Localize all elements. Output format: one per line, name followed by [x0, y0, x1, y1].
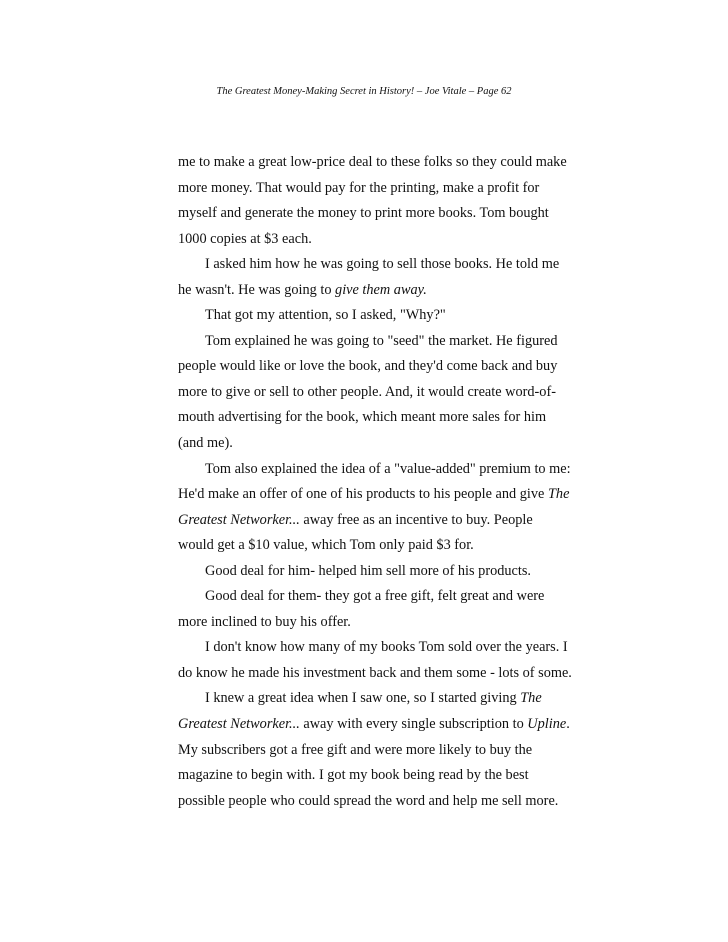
text-segment: away with every single subscription to	[299, 716, 528, 733]
text-segment: people would like or love the book, and they'd come back and buy	[178, 358, 558, 375]
text-segment: I asked him how he was going to sell those books. He told me	[205, 256, 560, 273]
text-segment: .	[566, 716, 570, 733]
text-segment: My subscribers got a free gift and were more likely to buy the	[178, 741, 533, 758]
text-segment: more money. That would pay for the printing, make a profit for	[178, 179, 540, 196]
text-segment: away free as an incentive to buy. People	[299, 511, 533, 528]
text-line	[178, 354, 578, 380]
text-line	[178, 457, 578, 483]
text-line	[178, 303, 578, 329]
text-line	[178, 508, 578, 534]
body-text	[178, 150, 578, 814]
text-line	[178, 278, 578, 304]
text-line	[178, 559, 578, 585]
text-line	[178, 431, 578, 457]
text-segment: Good deal for them- they got a free gift, felt great and were	[205, 588, 545, 605]
text-segment: That got my attention, so I asked, "Why?"	[205, 307, 446, 324]
text-segment: magazine to begin with. I got my book being read by the best	[178, 767, 529, 784]
text-segment: mouth advertising for the book, which meant more sales for him	[178, 409, 547, 426]
text-segment: I knew a great idea when I saw one, so I started giving	[205, 690, 521, 707]
text-line	[178, 201, 578, 227]
text-line	[178, 686, 578, 712]
text-line	[178, 533, 578, 559]
text-segment: Tom explained he was going to "seed" the market. He figured	[205, 332, 558, 349]
text-segment: He'd make an offer of one of his products to his people and give	[178, 486, 548, 503]
text-segment: me to make a great low-price deal to these folks so they could make	[178, 154, 567, 170]
text-segment: possible people who could spread the word and help me sell more.	[178, 792, 559, 809]
text-line	[178, 789, 578, 815]
text-segment: more inclined to buy his offer.	[178, 613, 351, 630]
text-line	[178, 380, 578, 406]
running-head: The Greatest Money-Making Secret in History! – Joe Vitale – Page 62	[216, 86, 512, 97]
text-line	[178, 763, 578, 789]
text-segment: (and me).	[178, 435, 233, 452]
italic-text-segment: The	[520, 690, 542, 707]
text-segment: myself and generate the money to print more books. Tom bought	[178, 205, 549, 222]
italic-text-segment: Greatest Networker...	[178, 511, 300, 528]
text-segment: Tom also explained the idea of a "value-added" premium to me:	[205, 460, 571, 477]
italic-text-segment: give them away.	[335, 281, 427, 298]
text-segment: 1000 copies at $3 each.	[178, 230, 312, 247]
text-segment: I don't know how many of my books Tom sold over the years. I	[205, 639, 568, 656]
text-line	[178, 150, 578, 176]
text-line	[178, 584, 578, 610]
text-line	[178, 712, 578, 738]
text-line	[178, 610, 578, 636]
text-line	[178, 227, 578, 253]
text-segment: he wasn't. He was going to	[178, 281, 336, 298]
text-segment: would get a $10 value, which Tom only paid $3 for.	[178, 537, 474, 554]
text-segment: do know he made his investment back and them some - lots of some.	[178, 664, 572, 681]
text-line	[178, 661, 578, 687]
text-line	[178, 635, 578, 661]
italic-text-segment: Greatest Networker...	[178, 716, 300, 733]
text-segment: Good deal for him- helped him sell more of his products.	[205, 562, 531, 579]
text-line	[178, 405, 578, 431]
text-line	[178, 738, 578, 764]
italic-text-segment: The	[547, 486, 570, 503]
text-line	[178, 329, 578, 355]
text-line	[178, 176, 578, 202]
text-segment: more to give or sell to other people. And, it would create word-of-	[178, 383, 556, 400]
text-line	[178, 252, 578, 278]
italic-text-segment: Upline	[527, 716, 567, 733]
text-line	[178, 482, 578, 508]
